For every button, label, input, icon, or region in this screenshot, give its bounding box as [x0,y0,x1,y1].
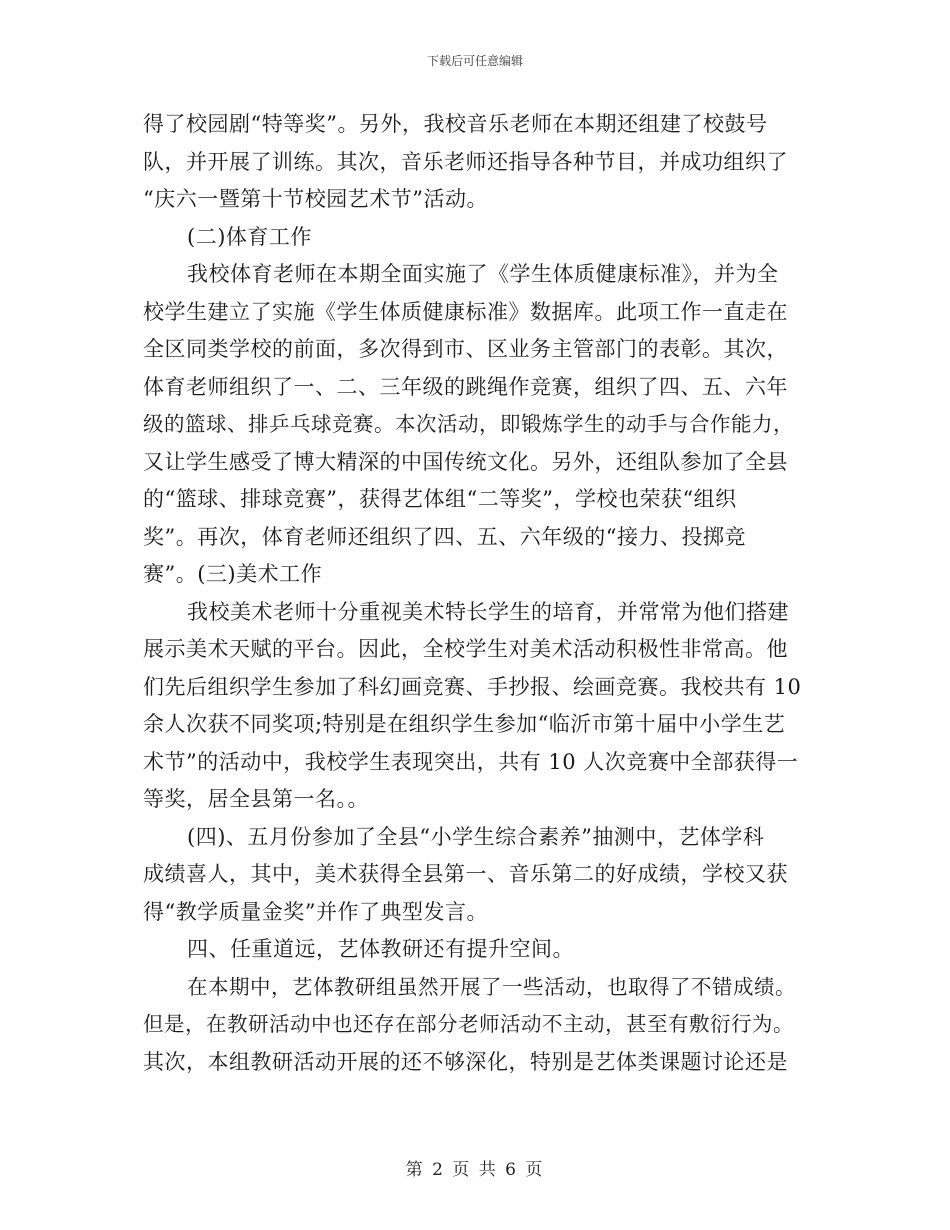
section-heading: (二)体育工作 [187,225,312,249]
body-line: 展示美术天赋的平台。因此，全校学生对美术活动积极性非常高。他 [143,637,788,661]
body-line: 但是，在教研活动中也还存在部分老师活动不主动，甚至有敷衍行为。 [143,1012,794,1036]
body-line: 在本期中，艺体教研组虽然开展了一些活动，也取得了不错成绩。 [187,975,796,999]
body-line: 赛”。(三)美术工作 [143,562,323,586]
body-line: 体育老师组织了一、二、三年级的跳绳作竞赛，组织了四、五、六年 [143,375,788,399]
body-line: 队，并开展了训练。其次，音乐老师还指导各种节目，并成功组织了 [143,150,788,174]
page-header: 下载后可任意编辑 [426,54,523,68]
body-line: 得了校园剧“特等奖”。另外，我校音乐老师在本期还组建了校鼓号 [143,112,768,136]
page-footer: 第 2 页 共 6 页 [405,1160,545,1180]
body-line: 余人次获不同奖项;特别是在组织学生参加“临沂市第十届中小学生艺 [143,712,786,736]
body-line: 级的篮球、排乒乓球竞赛。本次活动，即锻炼学生的动手与合作能力， [143,412,794,436]
body-line: 我校美术老师十分重视美术特长学生的培育，并常常为他们搭建 [187,600,789,624]
body-line: 校学生建立了实施《学生体质健康标准》数据库。此项工作一直走在 [143,300,788,324]
body-line: 成绩喜人，其中，美术获得全县第一、音乐第二的好成绩，学校又获 [143,862,788,886]
body-line: 奖”。再次，体育老师还组织了四、五、六年级的“接力、投掷竞 [143,525,746,549]
section-heading: 四、任重道远，艺体教研还有提升空间。 [187,937,574,961]
body-line: 的“篮球、排球竞赛”，获得艺体组“二等奖”，学校也荣获“组织 [143,487,737,511]
body-line: 我校体育老师在本期全面实施了《学生体质健康标准》，并为全 [187,262,779,286]
body-line: 得“教学质量金奖”并作了典型发言。 [143,900,488,924]
body-line: 全区同类学校的前面，多次得到市、区业务主管部门的表彰。其次， [143,337,788,361]
body-line: 们先后组织学生参加了科幻画竞赛、手抄报、绘画竞赛。我校共有 10 [143,675,802,699]
body-line: (四)、五月份参加了全县“小学生综合素养”抽测中，艺体学科 [187,825,765,849]
body-line: 等奖，居全县第一名。。 [143,787,369,811]
body-line: 术节”的活动中，我校学生表现突出，共有 10 人次竞赛中全部获得一 [143,750,799,774]
body-line: “庆六一暨第十节校园艺术节”活动。 [143,187,488,211]
body-line: 其次，本组教研活动开展的还不够深化，特别是艺体类课题讨论还是 [143,1050,788,1074]
body-line: 又让学生感受了博大精深的中国传统文化。另外，还组队参加了全县 [143,450,788,474]
